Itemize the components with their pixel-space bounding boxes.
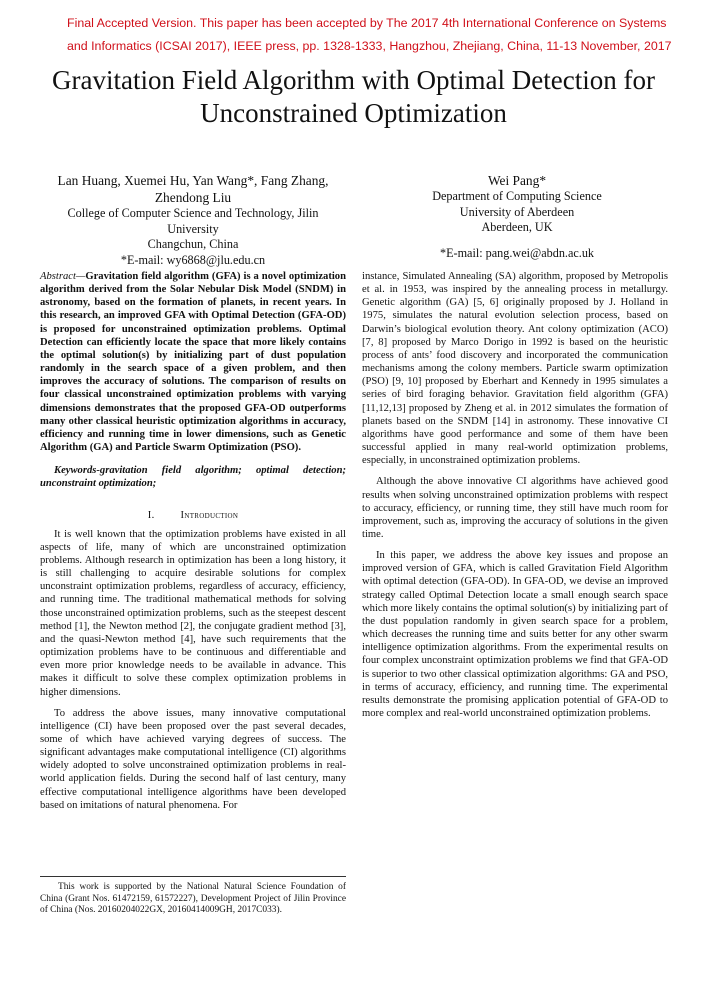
left-column bbox=[40, 270, 346, 820]
paper-title: Gravitation Field Algorithm with Optimal Detection for Unconstrained Optimization bbox=[52, 65, 655, 128]
author-names: Lan Huang, Xuemei Hu, Yan Wang*, Fang Zhang, Zhendong Liu bbox=[57, 173, 329, 205]
author-department: Department of Computing Science bbox=[432, 189, 602, 203]
author-location: Aberdeen, UK bbox=[481, 220, 553, 234]
author-block-left bbox=[52, 172, 334, 268]
author-location: Changchun, China bbox=[147, 237, 239, 251]
abstract bbox=[40, 270, 346, 454]
author-names: Wei Pang* bbox=[487, 173, 547, 188]
paragraph: instance, Simulated Annealing (SA) algorithm, proposed by Metropolis et al. in 1953, was inspired by the annealing process in metallurgy. Genetic algorithm (GA) [5, 6] originally proposed by J. Holland in 1975, simulates the natural evolution selection process, based on Darwin’s biological evolution theory. Ant colony optimization (ACO) [7, 8] proposed by Marco Dorigo in 1992 is based on the heuristic process of ants’ food discovery and incorporated the communication mechanisms among the colony members. Particle swarm optimization (PSO) [9, 10] proposed by Eberhart and Kennedy in 1995 simulates a series of bird foraging behavior. Gravitation field algorithm (GFA) [11,12,13] proposed by Zheng et al. in 2012 simulates the formation of planets based on the SNDM [14] in astronomy. These innovative CI algorithms have good performance and some of them have been successful applied in many real-world optimization problems, especially, in unconstrained optimization problems. bbox=[362, 271, 668, 467]
author-university: University of Aberdeen bbox=[459, 204, 575, 219]
author-email: *E-mail: wy6868@jlu.edu.cn bbox=[120, 252, 266, 267]
footnote bbox=[40, 876, 346, 917]
keywords: Keywords-gravitation field algorithm; optimal detection; unconstraint optimization; bbox=[40, 465, 346, 490]
right-column bbox=[362, 270, 668, 728]
abstract-text: Gravitation field algorithm (GFA) is a novel optimization algorithm derived from the Solar Nebular Disk Model (SNDM) in astronomy, based on the formation of planets, in recent years. In this research, an improved GFA with Optimal Detection (GFA-OD) is proposed for unconstrained optimization problems. Optimal Detection can efficiently locate the space that more likely contains the optimal solution(s) by initializing part of dust population randomly in the search space of a given problem, and then improves the accuracy of solutions. The comparison of results on four classical unconstrained optimization problems with varying dimensions demonstrates that the proposed GFA-OD outperforms many other classical heuristic optimization algorithms in accuracy, efficiency and running time in lower dimensions, such as Genetic Algorithm (GA) and Particle Swarm Optimization (PSO). bbox=[40, 271, 346, 454]
author-email: *E-mail: pang.wei@abdn.ac.uk bbox=[439, 245, 595, 260]
author-affiliation: College of Computer Science and Technology, Jilin University bbox=[67, 206, 319, 236]
section-heading bbox=[40, 509, 346, 522]
paragraph: Although the above innovative CI algorithms have achieved good results when solving unconstrained optimization problems with respect to accuracy, efficiency, or running time, they still have much room for improvement, such as, improving the accuracy of solutions in the given time. bbox=[362, 476, 668, 540]
abstract-label: Abstract— bbox=[40, 271, 86, 282]
section-title: Introduction bbox=[180, 509, 239, 521]
acceptance-notice: Final Accepted Version. This paper has been accepted by The 2017 4th International Conference on Systems and Informatics (ICSAI 2017), IEEE press, pp. 1328-1333, Hangzhou, Zhejiang, China, 11-13 November, 2017 bbox=[67, 16, 672, 53]
section-number: I. bbox=[147, 509, 155, 521]
footnote-text: This work is supported by the National Natural Science Foundation of China (Grant Nos. 61472159, 61572227), Development Project of Jilin Province of China (Nos. 20160204022GX, 20160414009GH, 2017C033). bbox=[40, 882, 346, 916]
paragraph: It is well known that the optimization problems have existed in all aspects of life, many of which are unconstrained optimization problems. Although research in optimization has been a long history, it is still challenging to acquire desirable solutions for complex unconstraint optimization problems, regardless of accuracy, efficiency, and running time. The traditional mathematical methods for solving those unconstrained optimization problems, such as the steepest descent method [1], the Newton method [2], the conjugate gradient method [3], and the quasi-Newton method [4], have such requirements that the optimization problems have to be continuous and differentiable and even more prior knowledge needs to be available in advance. This makes it difficult to solve these complex optimization problems in higher dimensions. bbox=[40, 528, 346, 698]
paragraph: In this paper, we address the above key issues and propose an improved version of GFA, which is called Gravitation Field Algorithm with optimal detection (GFA-OD). In GFA-OD, we devise an improved strategy called Optimal Detection locate a small enough search space which more likely contains the optimal solution(s) by initializing part of the dust population randomly in given search space for a problem, which decreases the running time and suits better for any other swarm intelligence optimization algorithms. From the experimental results on four complex unconstraint optimization problems we find that GFA-OD is superior to two other classical optimization algorithms: GA and PSO, in terms of accuracy, efficiency, and running time. The experimental results demonstrate the promising application potential of GFA-OD to more complex and real-world unconstrained optimization problems. bbox=[362, 550, 668, 719]
paragraph: To address the above issues, many innovative computational intelligence (CI) have been proposed over the past several decades, some of which have achieved varying degrees of success. The significant advantages make computational intelligence (CI) algorithms widely adopted to solve unconstrained optimization problems in real-world application fields. During the second half of last century, many effective computational intelligence algorithms have been developed based on imitations of natural phenomena. For bbox=[40, 707, 346, 811]
author-block-right bbox=[388, 172, 646, 261]
